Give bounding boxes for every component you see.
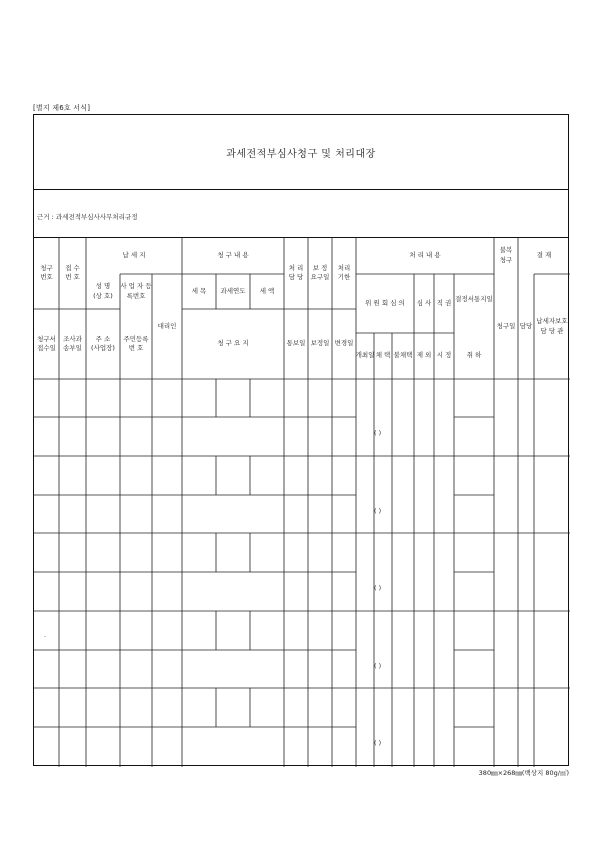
header-name: 성 명 (상 호): [93, 282, 113, 300]
header-supplement-request: 보 정 요구일: [310, 263, 330, 281]
header-meeting-date: 개최일: [355, 351, 375, 360]
header-exclude: 제 외: [416, 351, 432, 360]
register-grid: [34, 115, 570, 767]
form-reference: [별지 제6호 서식]: [33, 104, 91, 112]
header-claim-receipt-date: 청구서 접수일: [37, 334, 56, 352]
header-tax-year: 과세연도: [220, 286, 246, 295]
header-tax-item: 세 목: [191, 286, 207, 295]
header-claim-date: 청구일: [496, 321, 516, 330]
header-claim-content: 청 구 내 용: [217, 250, 249, 259]
header-charge: 담당: [519, 321, 533, 330]
paper-spec: 380㎜×268㎜(백상지 80g/㎡): [478, 769, 569, 777]
header-objection-claim: 불복 청구: [499, 246, 513, 264]
header-decision-notice: 결정서통지일: [455, 295, 493, 304]
header-inquiry-date: 조사과 송부일: [63, 334, 82, 352]
header-taxpayer-protection: 납세자보호 담 당 관: [536, 317, 568, 335]
row-paren: ( ): [374, 662, 382, 670]
header-non-adopt: 불채택: [393, 351, 413, 360]
register-sheet: [33, 114, 569, 766]
header-committee-review: 위 원 회 심 의: [365, 298, 405, 307]
header-processing: 처 리 내 용: [409, 250, 441, 259]
page-title: 과세전적부심사청구 및 처리대장: [226, 148, 376, 160]
header-address: 주 소 (사업장): [91, 334, 115, 352]
header-correction: 시 정: [436, 351, 452, 360]
row-paren: ( ): [374, 739, 382, 747]
header-deadline: 처리 기한: [337, 263, 351, 281]
header-resident-reg-no: 주민등록 번 호: [123, 334, 149, 352]
header-agent: 대리인: [157, 321, 177, 330]
row-paren: ( ): [374, 429, 382, 437]
header-review: 심 사: [416, 298, 432, 307]
header-adopt: 채 택: [375, 351, 391, 360]
row-paren: ( ): [374, 507, 382, 515]
header-supplement-date: 보정일: [310, 339, 330, 348]
header-withdraw: 취 하: [466, 351, 482, 360]
header-notice-date: 통보일: [286, 339, 306, 348]
stray-mark: .: [44, 632, 46, 639]
header-receipt-no: 접 수 번 호: [65, 263, 80, 281]
basis-text: 근거 : 과세전적부심사사무처리규정: [37, 213, 138, 221]
header-change-date: 변경일: [334, 339, 354, 348]
header-approval: 결 재: [536, 250, 552, 259]
row-paren: ( ): [374, 584, 382, 592]
header-taxpayer: 납 세 지: [122, 250, 146, 259]
header-claim-no: 청구 번호: [40, 263, 53, 281]
header-handler: 처 리 담 당: [288, 263, 304, 281]
header-tax-amount: 세 액: [259, 286, 275, 295]
header-claim-summary: 청 구 요 지: [217, 339, 249, 348]
header-ex-officio: 직 권: [436, 298, 452, 307]
header-business-reg-no: 사 업 자 등 록번호: [120, 282, 152, 300]
